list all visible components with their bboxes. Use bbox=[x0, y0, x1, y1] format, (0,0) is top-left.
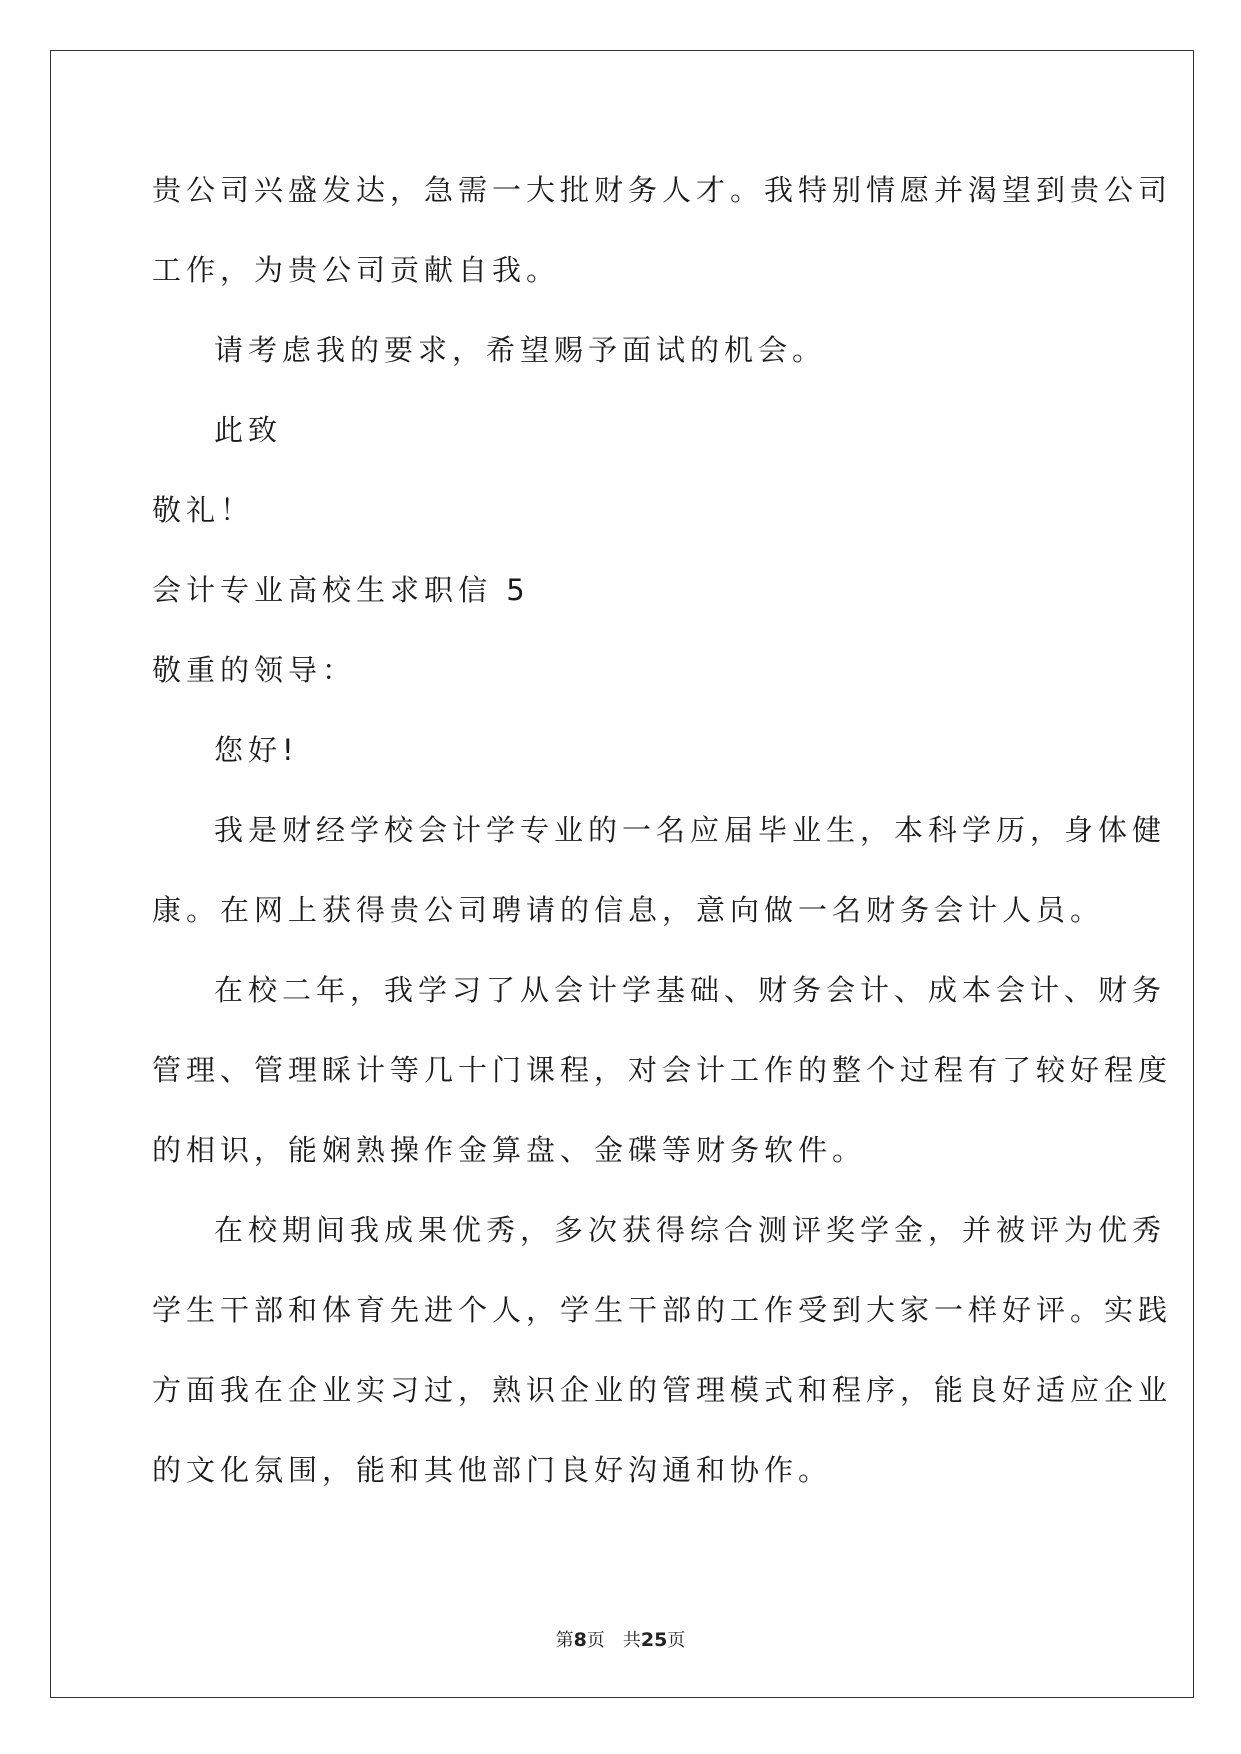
body-line-17: 的文化氛围，能和其他部门良好沟通和协作。 bbox=[152, 1453, 833, 1487]
body-line-9: 我是财经学校会计学专业的一名应届毕业生，本科学历，身体健 bbox=[214, 813, 1167, 847]
salutation-regards: 敬礼！ bbox=[152, 493, 255, 527]
letter-addressee: 敬重的领导： bbox=[152, 653, 357, 687]
section-heading: 会计专业高校生求职信 5 bbox=[152, 573, 530, 607]
body-line-1: 贵公司兴盛发达，急需一大批财务人才。我特别情愿并渴望到贵公司 bbox=[152, 173, 1173, 207]
body-line-11: 在校二年，我学习了从会计学基础、财务会计、成本会计、财务 bbox=[214, 973, 1167, 1007]
greeting: 您好! bbox=[214, 733, 299, 767]
body-line-14: 在校期间我成果优秀，多次获得综合测评奖学金，并被评为优秀 bbox=[214, 1213, 1167, 1247]
body-line-15: 学生干部和体育先进个人，学生干部的工作受到大家一样好评。实践 bbox=[152, 1293, 1173, 1327]
page-suffix: 页 bbox=[586, 1630, 605, 1651]
page-number: 8 bbox=[573, 1629, 587, 1651]
page-prefix: 第 bbox=[555, 1630, 574, 1651]
body-line-3: 请考虑我的要求，希望赐予面试的机会。 bbox=[214, 333, 827, 367]
body-line-2: 工作，为贵公司贡献自我。 bbox=[152, 253, 561, 287]
total-prefix: 共 bbox=[622, 1630, 641, 1651]
body-line-16: 方面我在企业实习过，熟识企业的管理模式和程序，能良好适应企业 bbox=[152, 1373, 1173, 1407]
total-suffix: 页 bbox=[667, 1630, 686, 1651]
body-line-13: 的相识，能娴熟操作金算盘、金碟等财务软件。 bbox=[152, 1133, 867, 1167]
closing-line: 此致 bbox=[214, 413, 283, 447]
total-pages: 25 bbox=[640, 1629, 668, 1651]
body-line-10: 康。在网上获得贵公司聘请的信息，意向做一名财务会计人员。 bbox=[152, 893, 1105, 927]
body-line-12: 管理、管理睬计等几十门课程，对会计工作的整个过程有了较好程度 bbox=[152, 1053, 1173, 1087]
page-footer bbox=[0, 1626, 1241, 1652]
